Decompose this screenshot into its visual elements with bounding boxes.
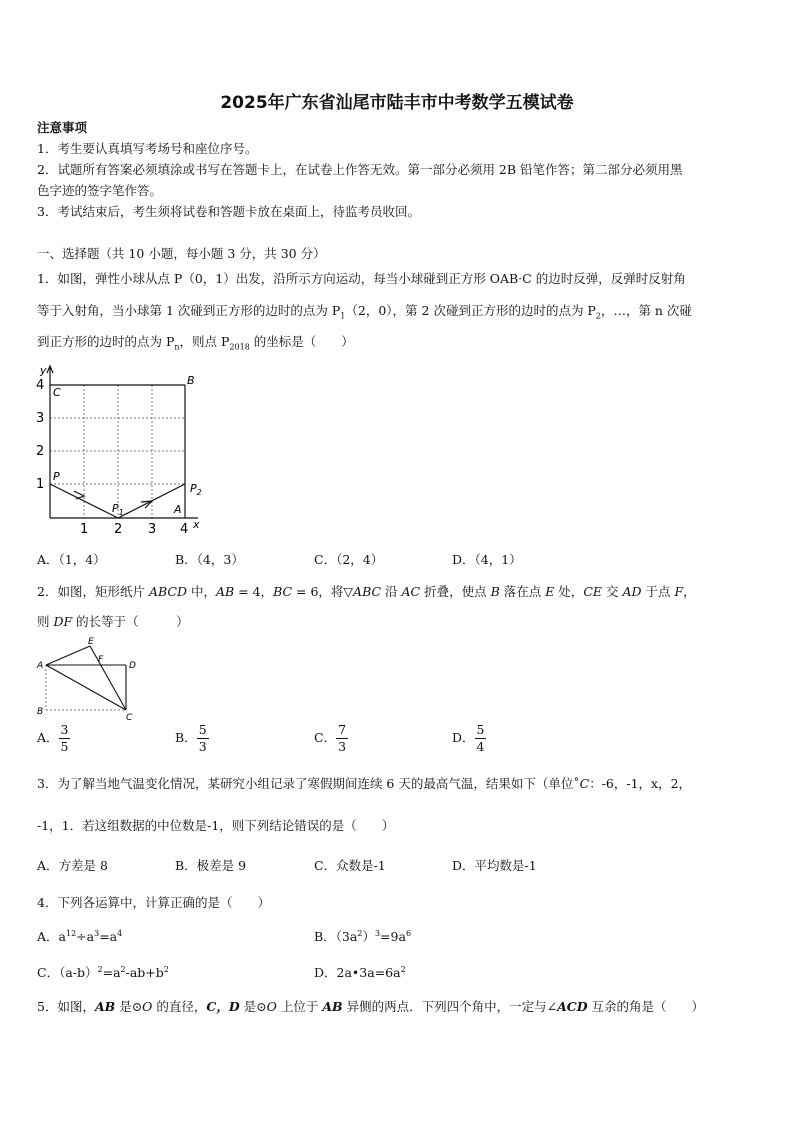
x-tick-2: 2 <box>114 522 123 537</box>
y-axis-label: y <box>40 364 47 377</box>
path-arrow-1 <box>74 491 84 499</box>
point-p2-label: $P_2$ <box>190 482 202 497</box>
section-heading: 一、选择题（共 10 小题，每小题 3 分，共 30 分） <box>37 246 326 261</box>
q1-option-b: B．（4，3） <box>175 552 244 567</box>
notice-item-3: 3．考试结束后，考生须将试卷和答题卡放在桌面上，待监考员收回。 <box>37 204 420 219</box>
x-tick-1: 1 <box>80 522 89 537</box>
q4-option-d: D．$2a•3a=6a^2$ <box>314 965 406 981</box>
q4-option-b: B．$(3a^2)^3=9a^6$ <box>314 929 412 945</box>
q3-option-d: D．平均数是-1 <box>452 858 537 873</box>
q1-option-a: A．（1，4） <box>37 552 106 567</box>
path-arrow-2 <box>141 501 152 508</box>
q2-line2: 则 DF 的长等于（ ） <box>37 614 189 629</box>
y-tick-4: 4 <box>36 378 45 393</box>
q2-option-d: D． $\frac{5}{4}$ <box>452 722 485 754</box>
point-c-label: C <box>53 386 61 399</box>
svg-text:F: F <box>98 655 104 665</box>
q3-option-a: A．方差是 8 <box>37 858 108 873</box>
q5-line1: 5．如图，AB 是⊙O 的直径，C，D 是⊙O 上位于 AB 异侧的两点．下列四个角中，一定与∠ACD 互余的角是（ ） <box>37 999 705 1014</box>
x-tick-4: 4 <box>180 522 189 537</box>
q4-option-a: A．$a^{12}\div a^3=a^4$ <box>37 929 123 945</box>
x-axis-label: x <box>193 518 200 531</box>
q1-line2: 等于入射角，当小球第 1 次碰到正方形的边时的点为 $P_1(2$，0），第 2 次碰到正方形的边时的点为 $P_2$，…，第 n 次碰 <box>37 303 692 321</box>
q3-line2: -1，1．若这组数据的中位数是-1，则下列结论错误的是（ ） <box>37 818 395 833</box>
notice-item-2: 2．试题所有答案必须填涂或书写在答题卡上，在试卷上作答无效。第一部分必须用 2B 铅笔作答；第二部分必须用黑 <box>37 162 683 177</box>
point-b-label: B <box>187 374 195 387</box>
page-title: 2025年广东省汕尾市陆丰市中考数学五模试卷 <box>220 93 574 113</box>
q1-line3: 到正方形的边时的点为 $P_n$，则点 $P_{2018}$ 的坐标是（ ） <box>37 334 354 352</box>
svg-text:C: C <box>126 713 133 720</box>
notice-heading: 注意事项 <box>37 120 88 135</box>
q3-option-b: B．极差是 9 <box>175 858 247 873</box>
q2-option-b: B． $\frac{5}{3}$ <box>175 722 207 754</box>
q3-option-c: C．众数是-1 <box>314 858 386 873</box>
q2-rectangle-figure <box>34 634 144 720</box>
svg-text:A: A <box>37 661 44 671</box>
notice-item-1: 1．考生要认真填写考场号和座位序号。 <box>37 141 258 156</box>
y-tick-1: 1 <box>36 477 45 492</box>
q4-option-c: C．$(a-b)^2=a^2-ab+b^2$ <box>37 965 169 981</box>
y-tick-2: 2 <box>36 444 45 459</box>
svg-text:D: D <box>129 661 136 671</box>
y-tick-3: 3 <box>36 411 45 426</box>
x-tick-3: 3 <box>148 522 157 537</box>
q1-grid-figure <box>30 360 220 540</box>
svg-text:E: E <box>88 637 94 647</box>
q2-option-a: A． $\frac{3}{5}$ <box>37 722 69 754</box>
q1-option-d: D．（4，1） <box>452 552 522 567</box>
notice-item-2-cont: 色字迹的签字笔作答。 <box>37 183 163 198</box>
q1-option-c: C．（2，4） <box>314 552 384 567</box>
q3-line1: 3．为了解当地气温变化情况，某研究小组记录了寒假期间连续 6 天的最高气温，结果如下（单位˚C：-6，-1，x，2， <box>37 776 692 791</box>
point-p-label: P <box>53 470 60 483</box>
point-p1-label: $P_1$ <box>112 502 124 517</box>
svg-text:B: B <box>37 707 44 717</box>
q2-option-c: C． $\frac{7}{3}$ <box>314 722 347 754</box>
point-a-label: A <box>174 503 182 516</box>
q1-line1: 1．如图，弹性小球从点 P（0，1）出发，沿所示方向运动，每当小球碰到正方形 OAB·C 的边时反弹，反弹时反射角 <box>37 271 686 286</box>
q4-line1: 4．下列各运算中，计算正确的是（ ） <box>37 895 270 910</box>
q2-line1: 2．如图，矩形纸片 ABCD 中，AB = 4，BC = 6，将▽ABC 沿 AC 折叠，使点 B 落在点 E 处，CE 交 AD 于点 F， <box>37 584 696 599</box>
